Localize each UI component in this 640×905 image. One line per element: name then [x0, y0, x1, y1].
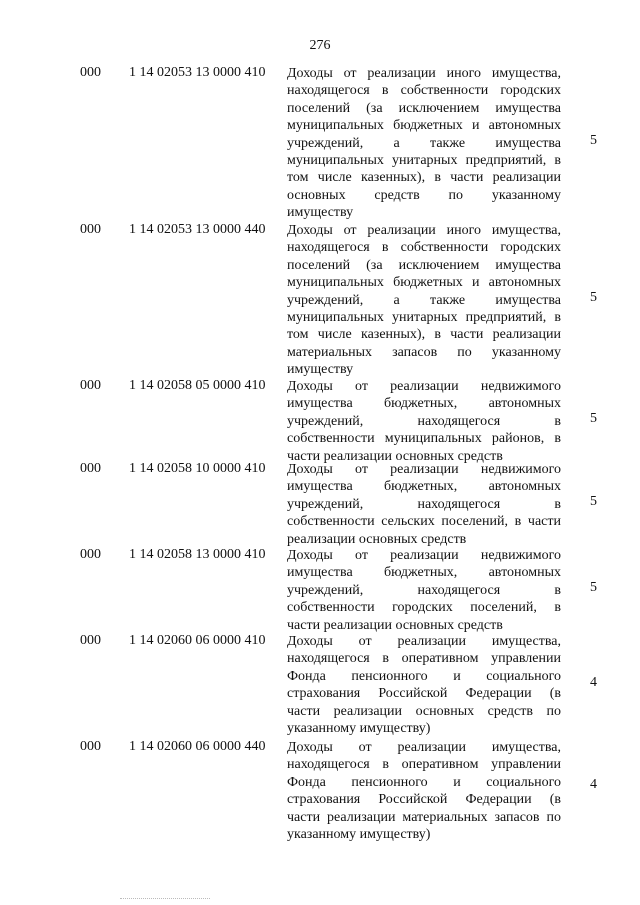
- normative-percent: 5: [590, 411, 597, 426]
- description-line: страхования Российской Федерации (в: [287, 686, 561, 702]
- description-line: имуществу: [287, 362, 354, 378]
- scan-edge-artifact: [120, 898, 210, 901]
- description-line: Доходы от реализации имущества,: [287, 740, 561, 755]
- description-line: Доходы от реализации иного имущества,: [287, 66, 561, 81]
- budget-classification-code: 1 14 02060 06 0000 410: [129, 633, 266, 648]
- description-line: поселений (за исключением имущества: [287, 100, 561, 116]
- revenue-description: [287, 461, 561, 548]
- normative-percent: 5: [590, 494, 597, 509]
- description-line: страхования Российской Федерации (в: [287, 792, 561, 808]
- description-line: собственности городских поселений, в: [287, 600, 561, 616]
- normative-percent: 5: [590, 580, 597, 595]
- description-line: собственности сельских поселений, в части: [287, 514, 561, 530]
- description-line: имуществу: [287, 205, 354, 221]
- description-line: Доходы от реализации недвижимого: [287, 462, 561, 477]
- description-line: имущества бюджетных, автономных: [287, 479, 561, 495]
- description-line: находящегося в собственности городских: [287, 83, 561, 99]
- description-line: муниципальных бюджетных и автономных: [287, 118, 561, 134]
- description-line: части реализации основных средств: [287, 448, 503, 464]
- revenue-description: [287, 633, 561, 737]
- budget-classification-code: 1 14 02053 13 0000 410: [129, 65, 266, 80]
- description-line: части реализации материальных запасов по: [287, 809, 561, 825]
- description-line: реализации основных средств: [287, 531, 467, 547]
- description-line: Доходы от реализации иного имущества,: [287, 223, 561, 238]
- description-line: Фонда пенсионного и социального: [287, 774, 561, 790]
- admin-code: 000: [80, 633, 101, 648]
- description-line: Фонда пенсионного и социального: [287, 668, 561, 684]
- description-line: Доходы от реализации недвижимого: [287, 379, 561, 394]
- description-line: муниципальных бюджетных и автономных: [287, 275, 561, 291]
- description-line: находящегося в оперативном управлении: [287, 651, 561, 667]
- description-line: основных средств по указанному: [287, 187, 561, 203]
- description-line: том числе казенных), в части реализации: [287, 327, 561, 343]
- revenue-description: [287, 222, 561, 379]
- description-line: учреждений, а также имущества: [287, 292, 561, 308]
- revenue-description: [287, 65, 561, 222]
- admin-code: 000: [80, 222, 101, 237]
- admin-code: 000: [80, 378, 101, 393]
- normative-percent: 4: [590, 777, 597, 792]
- description-line: учреждений, находящегося в: [287, 496, 561, 512]
- budget-classification-code: 1 14 02053 13 0000 440: [129, 222, 266, 237]
- description-line: муниципальных унитарных предприятий, в: [287, 310, 561, 326]
- description-line: собственности муниципальных районов, в: [287, 431, 561, 447]
- budget-classification-code: 1 14 02060 06 0000 440: [129, 739, 266, 754]
- description-line: Доходы от реализации имущества,: [287, 634, 561, 649]
- revenue-description: [287, 739, 561, 843]
- normative-percent: 5: [590, 290, 597, 305]
- revenue-description: [287, 547, 561, 634]
- budget-classification-code: 1 14 02058 10 0000 410: [129, 461, 266, 476]
- normative-percent: 4: [590, 675, 597, 690]
- description-line: имущества бюджетных, автономных: [287, 396, 561, 412]
- description-line: Доходы от реализации недвижимого: [287, 548, 561, 563]
- revenue-description: [287, 378, 561, 465]
- description-line: том числе казенных), в части реализации: [287, 170, 561, 186]
- admin-code: 000: [80, 65, 101, 80]
- description-line: указанному имуществу): [287, 827, 431, 843]
- normative-percent: 5: [590, 133, 597, 148]
- description-line: указанному имуществу): [287, 721, 431, 737]
- description-line: материальных запасов по указанному: [287, 344, 561, 360]
- admin-code: 000: [80, 547, 101, 562]
- admin-code: 000: [80, 739, 101, 754]
- description-line: учреждений, а также имущества: [287, 135, 561, 151]
- description-line: поселений (за исключением имущества: [287, 257, 561, 273]
- page-number: 276: [309, 38, 331, 53]
- admin-code: 000: [80, 461, 101, 476]
- description-line: муниципальных унитарных предприятий, в: [287, 153, 561, 169]
- description-line: находящегося в собственности городских: [287, 240, 561, 256]
- description-line: находящегося в оперативном управлении: [287, 757, 561, 773]
- description-line: учреждений, находящегося в: [287, 582, 561, 598]
- description-line: имущества бюджетных, автономных: [287, 565, 561, 581]
- description-line: учреждений, находящегося в: [287, 413, 561, 429]
- budget-classification-code: 1 14 02058 13 0000 410: [129, 547, 266, 562]
- description-line: части реализации основных средств по: [287, 703, 561, 719]
- budget-classification-code: 1 14 02058 05 0000 410: [129, 378, 266, 393]
- description-line: части реализации основных средств: [287, 617, 503, 633]
